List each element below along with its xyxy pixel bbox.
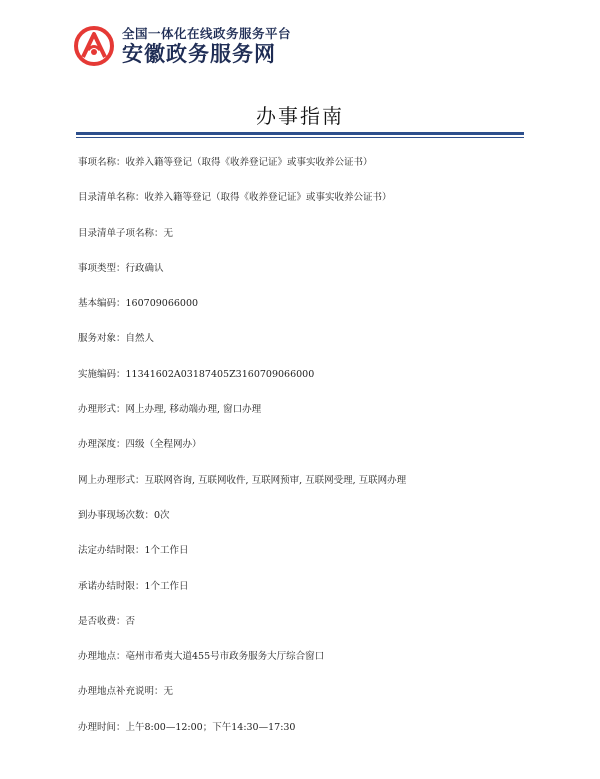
field-value: 行政确认	[125, 262, 164, 274]
site-logo-icon	[74, 26, 114, 66]
field-value: 无	[163, 686, 174, 698]
field-online-form	[78, 474, 538, 488]
field-value: 160709066000	[125, 298, 199, 310]
field-item-name	[78, 156, 538, 170]
field-value: 无	[163, 227, 174, 239]
field-value: 1个工作日	[144, 545, 189, 557]
field-label: 目录清单名称：	[78, 192, 145, 204]
field-label: 办理深度：	[78, 439, 126, 451]
title-divider	[76, 132, 524, 138]
field-value: 0次	[154, 509, 170, 521]
field-value: 收养入籍等登记（取得《收养登记证》或事实收养公证书）	[144, 192, 392, 204]
guide-fields	[78, 156, 538, 756]
field-value: 否	[125, 615, 136, 627]
field-value: 自然人	[125, 333, 155, 345]
field-label: 实施编码：	[78, 368, 126, 380]
field-location-note	[78, 685, 538, 699]
brand-text	[122, 26, 291, 67]
field-value: 网上办理, 移动端办理, 窗口办理	[125, 404, 262, 416]
field-fee	[78, 615, 538, 629]
field-legal-time-limit	[78, 544, 538, 558]
field-catalog-sub-name	[78, 227, 538, 241]
field-office-hours	[78, 721, 538, 735]
field-value: 11341602A03187405Z3160709066000	[125, 368, 315, 380]
field-catalog-name	[78, 191, 538, 205]
field-visit-count	[78, 509, 538, 523]
field-label: 到办事现场次数：	[78, 509, 155, 521]
field-label: 办理地点补充说明：	[78, 686, 164, 698]
field-label: 办理时间：	[78, 721, 126, 733]
field-service-target	[78, 332, 538, 346]
field-value: 互联网咨询, 互联网收件, 互联网预审, 互联网受理, 互联网办理	[144, 474, 407, 486]
field-location	[78, 650, 538, 664]
field-label: 网上办理形式：	[78, 474, 145, 486]
field-label: 办理地点：	[78, 651, 126, 663]
field-label: 事项类型：	[78, 262, 126, 274]
page-title: 办事指南	[256, 104, 344, 128]
platform-name: 全国一体化在线政务服务平台	[122, 25, 292, 41]
field-label: 基本编码：	[78, 298, 126, 310]
field-implementation-code	[78, 368, 538, 382]
field-handling-depth	[78, 438, 538, 452]
field-value: 上午8:00—12:00；下午14:30—17:30	[125, 721, 296, 733]
site-name: 安徽政务服务网	[122, 41, 276, 66]
field-label: 办理形式：	[78, 404, 126, 416]
site-header	[74, 24, 291, 68]
field-value: 收养入籍等登记（取得《收养登记证》或事实收养公证书）	[125, 157, 373, 168]
field-basic-code	[78, 297, 538, 311]
field-label: 事项名称：	[78, 157, 126, 168]
field-label: 承诺办结时限：	[78, 580, 145, 592]
field-value: 亳州市希夷大道455号市政务服务大厅综合窗口	[125, 651, 325, 663]
field-handling-form	[78, 403, 538, 417]
field-label: 服务对象：	[78, 333, 126, 345]
field-label: 法定办结时限：	[78, 545, 145, 557]
field-label: 目录清单子项名称：	[78, 227, 164, 239]
field-value: 1个工作日	[144, 580, 189, 592]
field-promised-time-limit	[78, 580, 538, 594]
field-value: 四级（全程网办）	[125, 439, 202, 451]
field-item-type	[78, 262, 538, 276]
field-label: 是否收费：	[78, 615, 126, 627]
